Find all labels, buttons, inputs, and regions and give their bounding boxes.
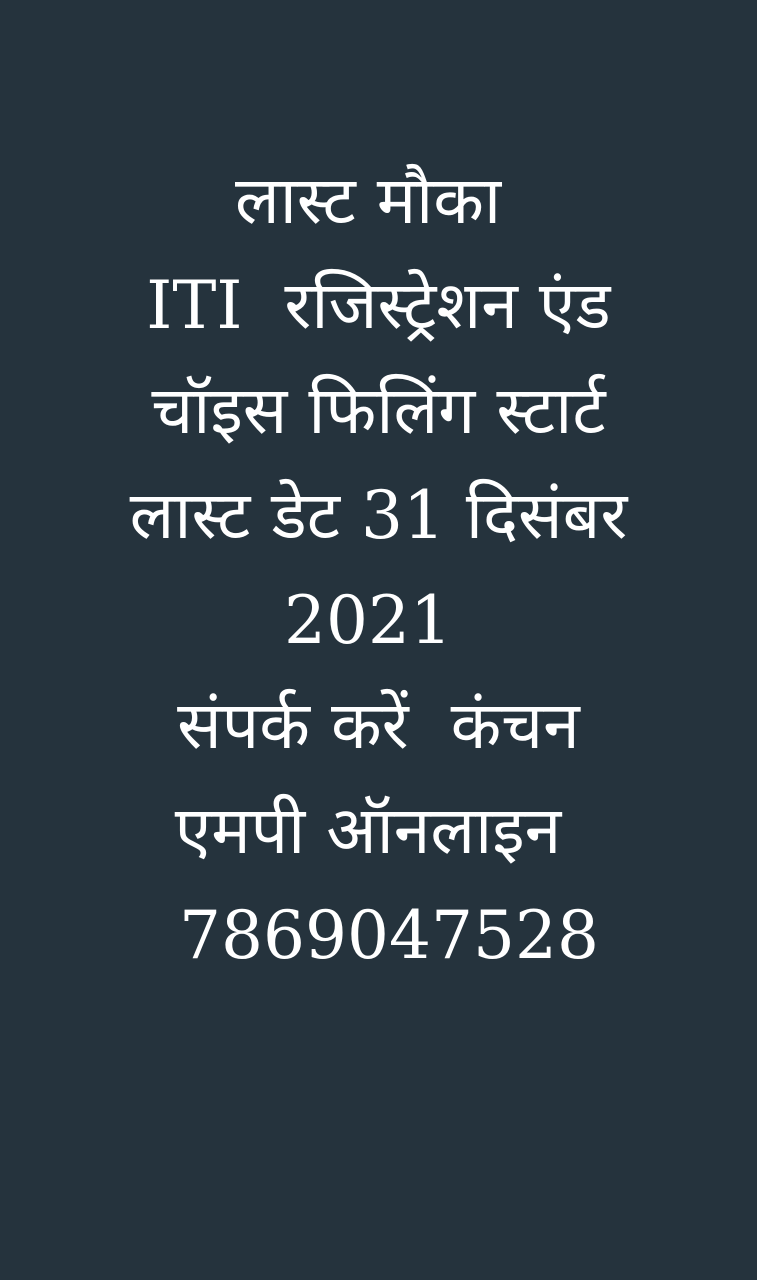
message-text (0, 148, 757, 988)
message-line-4: लास्ट डेट 31 दिसंबर (129, 477, 628, 554)
message-line-6: संपर्क करें कंचन (177, 687, 580, 764)
message-line-5: 2021 (284, 582, 473, 659)
message-line-3: चॉइस फिलिंग स्टार्ट (151, 372, 606, 449)
message-line-1: लास्ट मौका (234, 162, 523, 239)
message-line-2: ITI रजिस्ट्रेशन एंड (146, 267, 611, 344)
phone-number: 7869047528 (158, 897, 599, 974)
message-line-7: एमपी ऑनलाइन (174, 792, 583, 869)
